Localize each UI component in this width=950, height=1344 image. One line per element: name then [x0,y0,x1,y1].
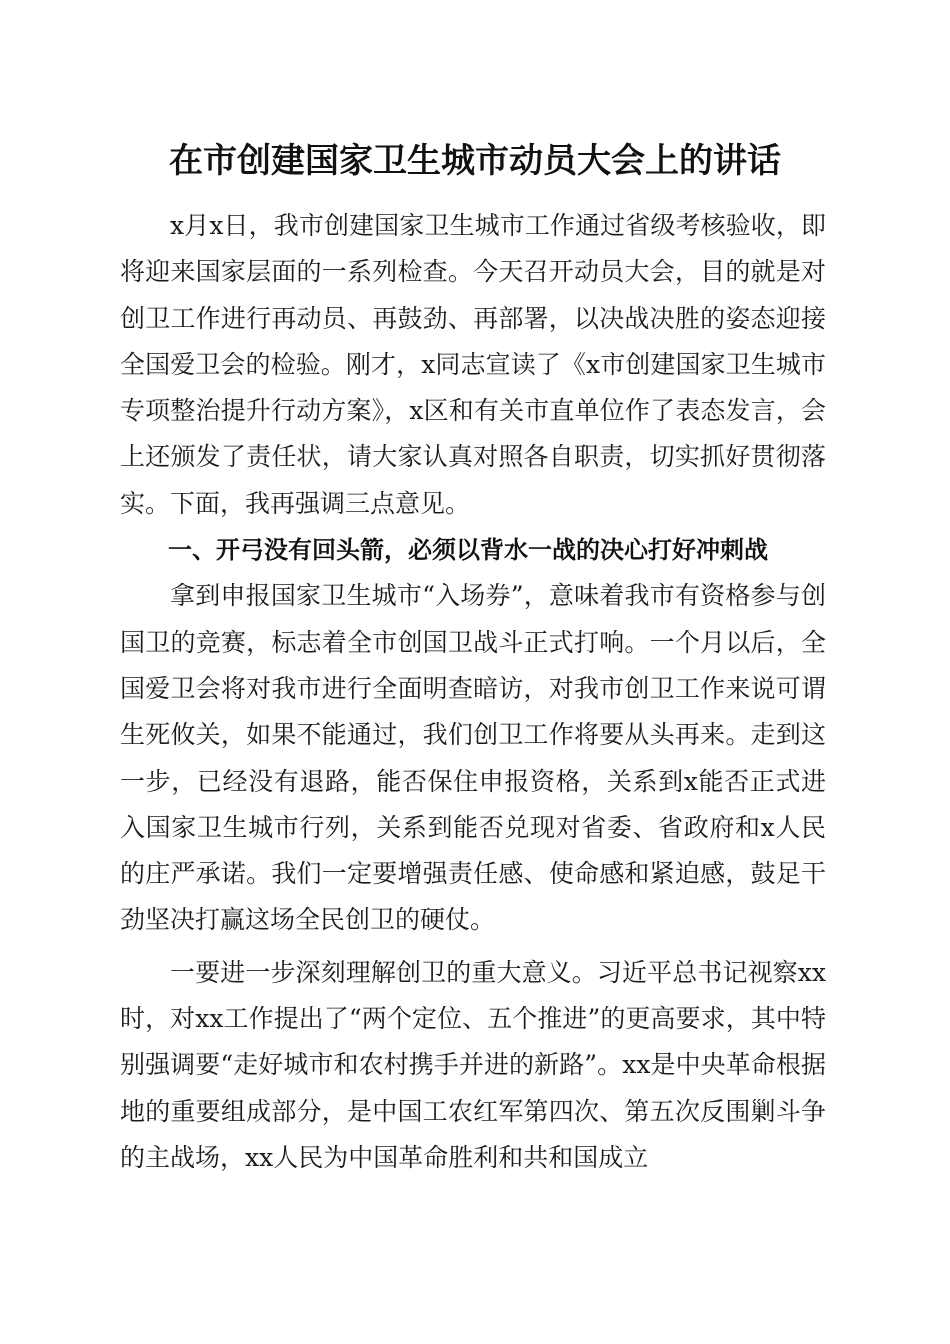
document-title: 在市创建国家卫生城市动员大会上的讲话 [169,141,781,181]
section-heading-1: 一、开弓没有回头箭，必须以背水一战的决心打好冲刺战 [168,536,768,565]
document-body [120,203,826,1181]
paragraph-intro: x月x日，我市创建国家卫生城市工作通过省级考核验收，即将迎来国家层面的一系列检查。今天召开动员大会，目的就是对创卫工作进行再动员、再鼓劲、再部署，以决战决胜的姿态迎接全国爱卫会的检验。刚才，x同志宣读了《x市创建国家卫生城市专项整治提升行动方案》，x区和有关市直单位作了表态发言，会上还颁发了责任状，请大家认真对照各自职责，切实抓好贯彻落实。下面，我再强调三点意见。 [120,211,826,518]
paragraph-point-1: 一要进一步深刻理解创卫的重大意义。习近平总书记视察xx时，对xx工作提出了“两个定位、五个推进”的更高要求，其中特别强调要“走好城市和农村携手并进的新路”。xx是中央革命根据地的重要组成部分，是中国工农红军第四次、第五次反围剿斗争的主战场，xx人民为中国革命胜利和共和国成立 [120,957,826,1172]
paragraph-section-1: 拿到申报国家卫生城市“入场券”，意味着我市有资格参与创国卫的竞赛，标志着全市创国卫战斗正式打响。一个月以后，全国爱卫会将对我市进行全面明查暗访，对我市创卫工作来说可谓生死攸关，如果不能通过，我们创卫工作将要从头再来。走到这一步，已经没有退路，能否保住申报资格，关系到x能否正式进入国家卫生城市行列，关系到能否兑现对省委、省政府和x人民的庄严承诺。我们一定要增强责任感、使命感和紧迫感，鼓足干劲坚决打赢这场全民创卫的硬仗。 [120,581,826,935]
